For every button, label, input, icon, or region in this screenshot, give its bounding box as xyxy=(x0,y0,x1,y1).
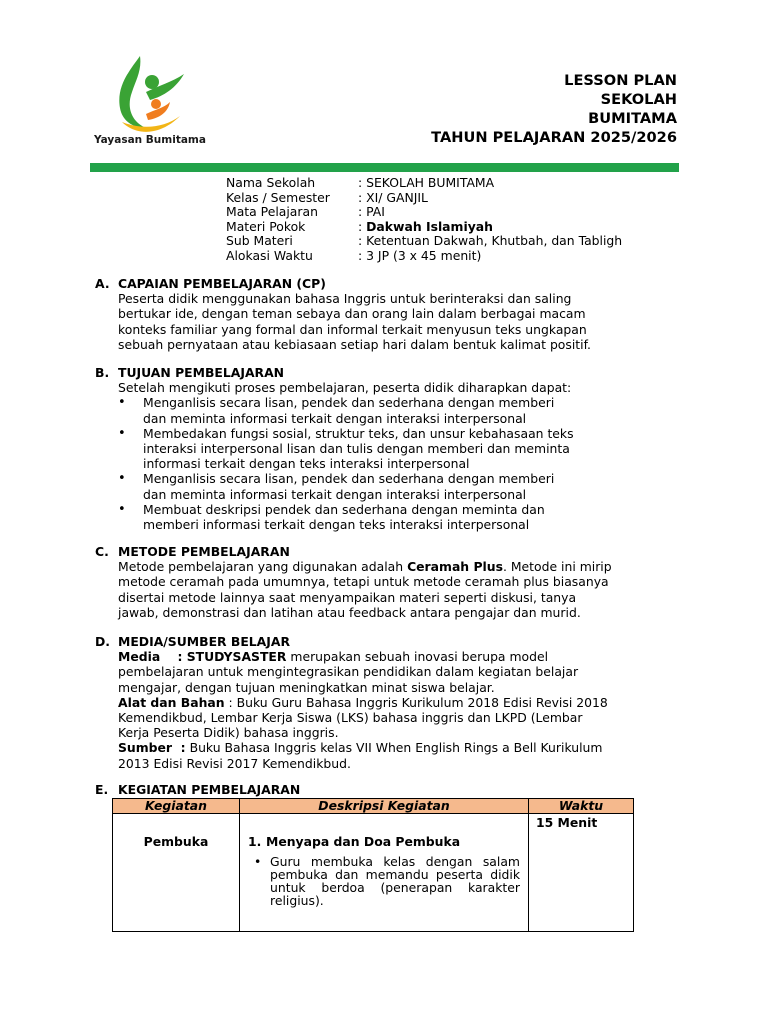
info-label: Materi Pokok xyxy=(226,218,306,234)
title-line: TAHUN PELAJARAN 2025/2026 xyxy=(431,129,677,146)
section-number: E. xyxy=(95,782,109,797)
section-number: C. xyxy=(95,544,109,559)
info-row xyxy=(226,249,622,264)
text-line: • Membedakan fungsi sosial, struktur teks, dan unsur kebahasaan teks xyxy=(143,425,574,441)
step-title: Menyapa dan Doa Pembuka xyxy=(266,834,461,849)
info-row xyxy=(226,176,622,191)
section-heading xyxy=(95,634,685,649)
activity-description xyxy=(240,814,529,932)
title-line: SEKOLAH xyxy=(600,91,677,108)
text-line: 2013 Edisi Revisi 2017 Kemendikbud. xyxy=(118,755,351,771)
column-header: Deskripsi Kegiatan xyxy=(240,799,529,814)
activity-step xyxy=(240,834,522,849)
section-title: CAPAIAN PEMBELAJARAN (CP) xyxy=(118,276,326,291)
text-line xyxy=(118,740,685,755)
section-heading xyxy=(95,782,685,797)
section-text xyxy=(118,559,685,620)
text-run: Buku Bahasa Inggris kelas VII When English Rings a Bell Kurikulum xyxy=(185,740,603,756)
table-header-row xyxy=(113,799,634,814)
text-line: Peserta didik menggunakan bahasa Inggris untuk berinteraksi dan saling xyxy=(118,291,572,307)
title-line: LESSON PLAN xyxy=(564,72,677,89)
info-value: : XI/ GANJIL xyxy=(358,189,428,205)
text-line: mengajar, dengan tujuan meningkatkan minat siswa belajar. xyxy=(118,679,495,695)
info-row xyxy=(226,220,622,235)
list-item xyxy=(118,471,685,501)
media-label: Media : STUDYSASTER xyxy=(118,649,287,665)
section-metode xyxy=(95,544,685,620)
info-label: Mata Pelajaran xyxy=(226,204,318,220)
section-media xyxy=(95,634,685,771)
section-text xyxy=(118,291,685,352)
text-line: sebuah pernyataan atau kebiasaan setiap hari dalam bentuk kalimat positif. xyxy=(118,336,591,352)
info-value: Dakwah Islamiyah xyxy=(366,218,493,234)
text-run: merupakan sebuah inovasi berupa model xyxy=(286,649,549,665)
section-tujuan xyxy=(95,365,685,532)
alat-label: Alat dan Bahan xyxy=(118,694,225,710)
info-value-prefix: : xyxy=(358,218,367,234)
text-line: metode ceramah pada umumnya, tetapi untuk metode ceramah plus biasanya xyxy=(118,574,609,590)
info-row xyxy=(226,191,622,206)
table-row xyxy=(113,814,634,932)
info-row xyxy=(226,234,622,249)
header-divider xyxy=(90,163,679,172)
section-number: A. xyxy=(95,276,110,291)
list-item xyxy=(118,426,685,472)
info-label: Kelas / Semester xyxy=(226,189,330,205)
text-line: memberi informasi terkait dengan teks interaksi interpersonal xyxy=(143,517,530,533)
text-line: Kerja Peserta Didik) bahasa inggris. xyxy=(118,725,339,741)
text-line xyxy=(118,649,685,664)
objective-list xyxy=(118,395,685,532)
text-line: bertukar ide, dengan teman sebaya dan orang lain dalam berbagai macam xyxy=(118,306,586,322)
column-header: Waktu xyxy=(529,799,634,814)
step-number: 1. xyxy=(248,834,262,849)
logo-mark-icon xyxy=(102,52,192,134)
activity-duration: 15 Menit xyxy=(529,814,634,932)
yayasan-logo xyxy=(90,52,210,152)
info-label: Nama Sekolah xyxy=(226,175,316,190)
info-value: : PAI xyxy=(358,204,385,220)
section-heading xyxy=(95,544,685,559)
info-row xyxy=(226,205,622,220)
section-title: TUJUAN PEMBELAJARAN xyxy=(118,365,285,380)
text-line: dan meminta informasi terkait dengan interaksi interpersonal xyxy=(143,410,527,426)
sumber-label: Sumber : xyxy=(118,740,186,756)
info-label: Alokasi Waktu xyxy=(226,247,313,263)
text-line: konteks familiar yang formal dan informal terkait menyusun teks ungkapan xyxy=(118,321,587,337)
identity-table xyxy=(226,176,622,264)
document-title xyxy=(431,71,677,147)
text-line: • Membuat deskripsi pendek dan sederhana dengan meminta dan xyxy=(143,501,545,517)
info-value: : SEKOLAH BUMITAMA xyxy=(358,175,495,190)
text-line: disertai metode lainnya saat menyampaikan materi seperti diskusi, tanya xyxy=(118,589,577,605)
section-title: KEGIATAN PEMBELAJARAN xyxy=(118,782,301,797)
list-item xyxy=(118,395,685,425)
text-line: jawab, demonstrasi dan latihan atau feedback antara pengajar dan murid. xyxy=(118,604,581,620)
info-value: : 3 JP (3 x 45 menit) xyxy=(358,247,482,263)
section-number: D. xyxy=(95,634,110,649)
section-number: B. xyxy=(95,365,110,380)
text-line: • Menganlisis secara lisan, pendek dan sederhana dengan memberi xyxy=(143,471,555,487)
text-run: Metode pembelajaran yang digunakan adalah xyxy=(118,559,408,575)
text-line: informasi terkait dengan teks interaksi interpersonal xyxy=(143,456,470,472)
activity-phase: Pembuka xyxy=(113,814,240,932)
info-value: : Ketentuan Dakwah, Khutbah, dan Tabligh xyxy=(358,233,623,249)
section-text xyxy=(118,649,685,771)
logo-text: Yayasan Bumitama xyxy=(94,134,206,146)
step-detail: • Guru membuka kelas dengan salam pembuka dan memandu peserta didik untuk berdoa (penerapan karakter religius). xyxy=(250,855,520,907)
text-line xyxy=(118,695,685,710)
method-name: Ceramah Plus xyxy=(407,559,503,575)
text-run: . Metode ini mirip xyxy=(502,559,612,575)
title-line: BUMITAMA xyxy=(588,110,677,127)
section-capaian xyxy=(95,276,685,352)
text-line xyxy=(118,559,685,574)
list-item xyxy=(118,502,685,532)
section-title: MEDIA/SUMBER BELAJAR xyxy=(118,634,291,649)
section-kegiatan xyxy=(95,782,685,797)
text-line: dan meminta informasi terkait dengan interaksi interpersonal xyxy=(143,486,527,502)
text-run: : Buku Guru Bahasa Inggris Kurikulum 2018 Edisi Revisi 2018 xyxy=(224,694,608,710)
info-label: Sub Materi xyxy=(226,233,293,249)
activity-table xyxy=(112,798,634,932)
text-line: Kemendikbud, Lembar Kerja Siswa (LKS) bahasa inggris dan LKPD (Lembar xyxy=(118,710,583,726)
section-intro: Setelah mengikuti proses pembelajaran, peserta didik diharapkan dapat: xyxy=(118,380,572,396)
section-heading xyxy=(95,365,685,380)
text-line: interaksi interpersonal lisan dan tulis dengan memberi dan meminta xyxy=(143,441,570,457)
section-title: METODE PEMBELAJARAN xyxy=(118,544,290,559)
section-heading xyxy=(95,276,685,291)
text-line: pembelajaran untuk mengintegrasikan pendidikan dalam kegiatan belajar xyxy=(118,664,579,680)
column-header: Kegiatan xyxy=(113,799,240,814)
text-line: • Menganlisis secara lisan, pendek dan sederhana dengan memberi xyxy=(143,395,555,411)
